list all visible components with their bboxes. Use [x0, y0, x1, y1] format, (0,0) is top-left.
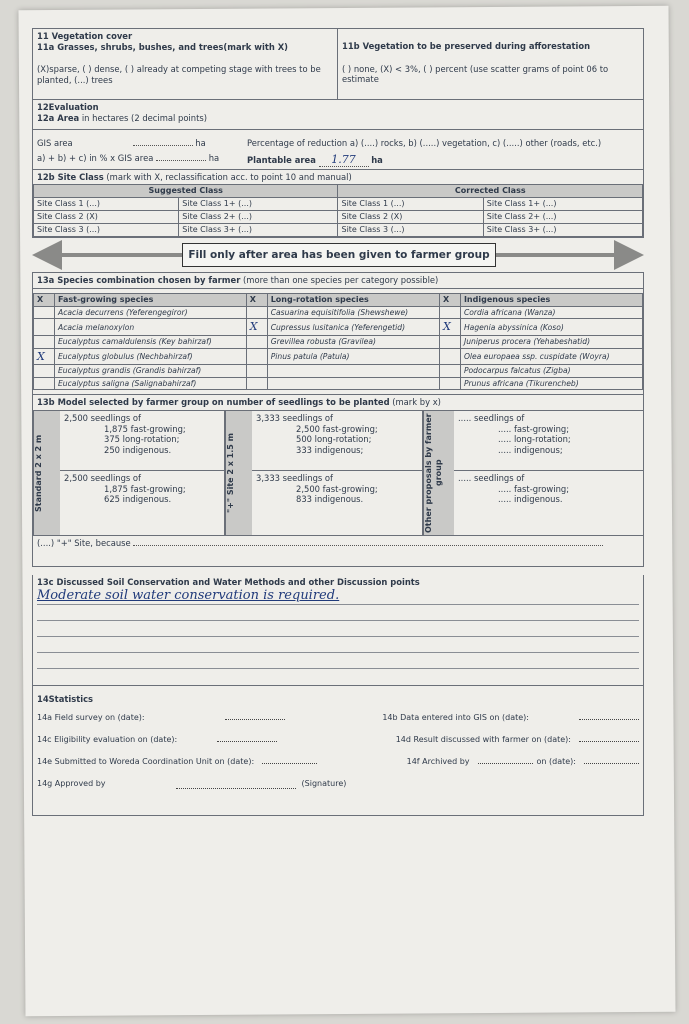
section-12: 12Evaluation 12a Area in hectares (2 decimal points) GIS area ha a) + b) + c) in % x GIS area ha Percentage of reduction a) (....) rocks, b) (.....) vegetation, c) (.....) other (roads, etc.) Plantable area 1.77 ha 12b Site Class (mark with X, reclassification acc. to point 10 and manual) Suggested Class Corrected Class Site Class 1 (...) Site Class 1+ (...) Site Class 1 (...) Site Class 1+ (...) Site Class 2 (X) Site Class 2+ (...) Site Class 2 (X) Site Class 2+ (...) Site Class 3 (...) Site Class 3+ (...) Site Class 3 (...) Site Class 3+ (...): [32, 100, 644, 238]
s11a-header: 11a Grasses, shrubs, bushes, and trees(mark with X): [37, 41, 288, 52]
gis-area-label: GIS area: [37, 138, 73, 148]
site-label: "+" Site 2 x 1.5 m: [225, 411, 252, 535]
table-row: Eucalyptus grandis (Grandis bahirzaf) Podocarpus falcatus (Zigba): [34, 365, 643, 377]
form: [32, 28, 644, 816]
section-14: 14Statistics 14a Field survey on (date): 14b Data entered into GIS on (date): 14c Eligibility evaluation on (date): 14d Result discussed with farmer on (date): 14e Submitted to Woreda Coordination Unit on (date): 14f Archived by on (date): 14g Approved by (Signature): [32, 686, 644, 816]
s12-title: 12Evaluation: [37, 102, 99, 112]
plantable-label: Plantable area: [247, 154, 316, 165]
fast-growing-header: Fast-growing species: [55, 294, 247, 307]
site-class-table: [33, 184, 643, 237]
section-13a: 13a Species combination chosen by farmer (more than one species per category possible) X Fast-growing species X Long-rotation species X Indigenous species Acacia decurrens (Yeferengegiror) Casuarina equisitifolia (Shewshewe) Cordia africana (Wanza) Acacia melanoxylon X Cupressus lusitanica (Yeferengetid) X Hagenia abyssinica (Koso) Eucalyptus camaldulensis (Key bahirzaf) Grevillea robusta (Gravilea) Juniperus procera (Yehabeshatid) X Eucalyptus globulus (Nechbahirzaf) Pinus patula (Patula) Olea europaea ssp. cuspidate (Woyra) Eucalyptus grandis (Grandis bahirzaf) Podocarpus falcatus (Zigba) Eucalyptus saligna (Salignabahirzaf) Prunus africana (Tikurencheb): [32, 272, 644, 395]
banner-row: [32, 238, 644, 272]
section-13b: 13b Model selected by farmer group on number of seedlings to be planted (mark by x) Standard 2 x 2 m 2,500 seedlings of 1,875 fast-growing; 375 long-rotation; 250 indigenous. 2,500 seedlings of 1,875 fast-growing; 625 indigenous. "+" Site 2 x 1.5 m 3,333 seedlings of 2,500 fast-growing; 500 long-rotation; 333 indigenous; 3,333 seedlings of 2,500 fast-growing; 833 indigenous. Other proposals by farmer group ..... seedlings of ..... fast-growing; ..... long-rotation; ..... indigenous; ..... seedlings of ..... fast-growing; ..... indigenous. (....) "+" Site, because: [32, 395, 644, 567]
other-option-2[interactable]: ..... seedlings of ..... fast-growing; ..... indigenous.: [458, 473, 570, 505]
table-row: Acacia decurrens (Yeferengegiror) Casuarina equisitifolia (Shewshewe) Cordia africana (Wanza): [34, 307, 643, 319]
banner-text: Fill only after area has been given to farmer group: [182, 243, 496, 267]
s11b-text: ( ) none, (X) < 3%, ( ) percent (use scatter grams of point 06 to estimate: [342, 63, 609, 84]
standard-label: Standard 2 x 2 m: [33, 411, 60, 535]
long-rotation-header: Long-rotation species: [267, 294, 439, 307]
table-row: Eucalyptus saligna (Salignabahirzaf) Prunus africana (Tikurencheb): [34, 377, 643, 389]
reduction-label: Percentage of reduction a) (....) rocks, b) (.....) vegetation, c) (.....) other (roads, etc.): [247, 138, 602, 148]
calc-label: a) + b) + c) in % x GIS area: [37, 152, 154, 163]
because-label: (....) "+" Site, because: [37, 538, 131, 549]
table-row: X Eucalyptus globulus (Nechbahirzaf) Pinus patula (Patula) Olea europaea ssp. cuspidate (Woyra): [34, 348, 643, 365]
s11b-header: 11b Vegetation to be preserved during afforestation: [342, 41, 591, 51]
site-option-2[interactable]: 3,333 seedlings of 2,500 fast-growing; 833 indigenous.: [256, 473, 378, 505]
other-option-1[interactable]: ..... seedlings of ..... fast-growing; ..... long-rotation; ..... indigenous;: [454, 411, 643, 471]
indigenous-header: Indigenous species: [460, 294, 642, 307]
table-row: Site Class 2 (X) Site Class 2+ (...) Site Class 2 (X) Site Class 2+ (...): [34, 211, 643, 224]
other-proposals-label: Other proposals by farmer group: [423, 411, 454, 535]
table-row: Acacia melanoxylon X Cupressus lusitanica (Yeferengetid) X Hagenia abyssinica (Koso): [34, 319, 643, 336]
species-table: X Fast-growing species X Long-rotation species X Indigenous species Acacia decurrens (Yeferengegiror) Casuarina equisitifolia (Shewshewe) Cordia africana (Wanza) Acacia melanoxylon X Cupressus lusitanica (Yeferengetid) X Hagenia abyssinica (Koso) Eucalyptus camaldulensis (Key bahirzaf) Grevillea robusta (Gravilea) Juniperus procera (Yehabeshatid) X Eucalyptus globulus (Nechbahirzaf) Pinus patula (Patula) Olea europaea ssp. cuspidate (Woyra) Eucalyptus grandis (Grandis bahirzaf) Podocarpus falcatus (Zigba) Eucalyptus saligna (Salignabahirzaf) Prunus africana (Tikurencheb): [33, 293, 643, 390]
site-option-1[interactable]: 3,333 seedlings of 2,500 fast-growing; 500 long-rotation; 333 indigenous;: [252, 411, 422, 471]
section-13c: [32, 575, 644, 686]
plantable-value: 1.77: [319, 153, 369, 168]
section-11: [32, 28, 644, 100]
table-row: Site Class 3 (...) Site Class 3+ (...) Site Class 3 (...) Site Class 3+ (...): [34, 224, 643, 237]
s12a-header: 12a Area in hectares (2 decimal points): [37, 112, 207, 123]
s11-title: 11 Vegetation cover: [37, 31, 133, 41]
suggested-class-header: Suggested Class: [34, 185, 338, 198]
standard-option-2[interactable]: 2,500 seedlings of 1,875 fast-growing; 625 indigenous.: [64, 473, 186, 505]
table-row: Eucalyptus camaldulensis (Key bahirzaf) Grevillea robusta (Gravilea) Juniperus procera (Yehabeshatid): [34, 336, 643, 348]
s14-title: 14Statistics: [37, 694, 94, 705]
s11a-text: (X)sparse, ( ) dense, ( ) already at competing stage with trees to be planted, (...) trees: [37, 64, 321, 85]
s12b-title: 12b Site Class: [37, 172, 104, 182]
corrected-class-header: Corrected Class: [338, 185, 643, 198]
standard-option-1[interactable]: 2,500 seedlings of 1,875 fast-growing; 375 long-rotation; 250 indigenous.: [60, 411, 224, 471]
s13c-title: 13c Discussed Soil Conservation and Water Methods and other Discussion points: [37, 577, 420, 588]
table-row: Site Class 1 (...) Site Class 1+ (...) Site Class 1 (...) Site Class 1+ (...): [34, 198, 643, 211]
discussion-handwriting: Moderate soil water conservation is required.: [37, 588, 639, 605]
